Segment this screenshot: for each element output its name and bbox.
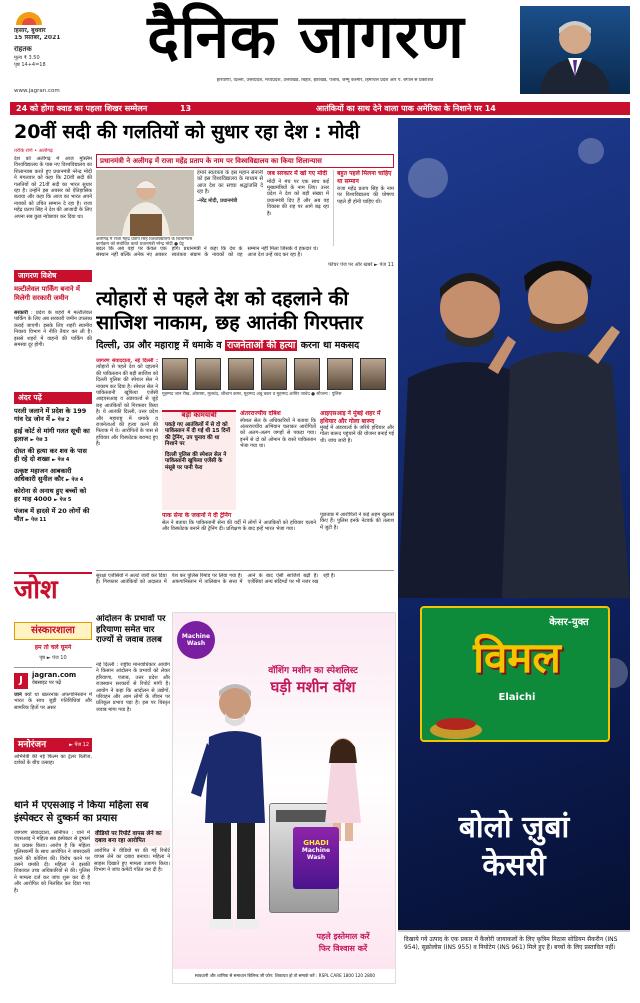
- jagran-com-tag: वेबसाइट पर पढ़ें: [32, 680, 62, 686]
- suspects-mugshots: [162, 358, 394, 406]
- actors-photo: [398, 228, 630, 598]
- lead-subhead-box: [96, 154, 394, 168]
- sun-logo-icon: [14, 8, 44, 26]
- modi-quote-author: -नरेंद्र मोदी, प्रधानमंत्री: [197, 197, 238, 204]
- ticker-bar: [10, 102, 630, 115]
- machine-wash-line2: घड़ी मशीन वॉश: [270, 678, 356, 696]
- inside-item-4-page: ► पेज 5: [54, 497, 72, 503]
- inside-item-0-text: परली जलाने में प्रदेश के 199 गांव रेड जोन में: [14, 407, 87, 423]
- vimal-disclaimer: [398, 930, 630, 994]
- divider-main-lower: [96, 570, 394, 571]
- main-dateline: जागरण संवाददाता, नई दिल्ली :: [96, 358, 158, 364]
- modi-photo: [96, 170, 194, 236]
- sanskarshala-logo[interactable]: [14, 622, 92, 640]
- page-count: पृष्ठ 14+4=18: [14, 62, 46, 68]
- machine-wash-line1: वॉशिंग मशीन का स्पेशलिस्ट: [268, 666, 358, 676]
- mugs-caption: मुहम्मद जान रीख, ओसामा, मूलचंद, जीशान कमर, मुहम्मद अबु बकर व मुहम्मद आमिर जावेद ● सौजन्य : पुलिस: [162, 392, 342, 397]
- inside-item-3[interactable]: [14, 467, 92, 484]
- ticker-right-page: 14: [484, 104, 496, 113]
- j-logo-icon: J: [14, 673, 28, 689]
- inside-item-3-page: ► पेज 4: [65, 477, 84, 483]
- ticker-left-text: 24 को होगा क्वाड का पहला शिखर सम्मेलन: [16, 104, 148, 113]
- suspect-photo-7: [360, 358, 386, 390]
- side-feature-text: राजा महेंद्र प्रताप सिंह के नाम पर विश्वविद्यालय की घोषणा पहले ही होनी चाहिए थी।: [337, 186, 394, 205]
- lead-headline[interactable]: 20वीं सदी की गलतियों को सुधार रहा देश : मोदी: [14, 121, 360, 143]
- manoranjan-page: ► पेज 12: [69, 742, 89, 748]
- side-feature-head: बहुत पहले मिलना चाहिए था सम्मान: [337, 170, 392, 185]
- main-headline-2[interactable]: साजिश नाकाम, छह आतंकी गिरफ्तार: [96, 311, 363, 334]
- machine-wash-foot1: पहले इस्तेमाल करें: [316, 932, 370, 941]
- inside-item-4[interactable]: [14, 487, 92, 504]
- ghadi-pack: [293, 827, 339, 889]
- pak-army-text: सेल ने बताया कि पाकिस्तानी सेना की वर्दी में लोगों ने आतंकियों को हथियार चलाने और विस्फोटक बनाने की ट्रेनिंग दी। प्रशिक्षण के बाद इन्हें भारत भेजा गया।: [162, 519, 316, 532]
- ticker-right-text: आतंकियों का साथ देने वाला पाक अमेरिका के निशाने पर: [316, 104, 482, 113]
- saffron-bowl-icon: [426, 708, 486, 740]
- inside-item-3-text: उत्कृष्ट महाजन आबकारी अधिकारी सुनील कौर: [14, 467, 72, 483]
- vimal-brand: विमल: [473, 633, 561, 682]
- date-line-2: 15 सितंबर, 2021: [14, 35, 61, 41]
- masthead: [0, 0, 640, 100]
- jagran-vishesh-label: जागरण विशेष: [14, 270, 92, 282]
- inside-item-4-text: कोरोना से अनाथ हुए बच्चों को हर माह 4000: [14, 487, 87, 503]
- ad-bubble-1: [408, 158, 448, 198]
- suspect-photo-2: [195, 358, 221, 390]
- main-headline-1[interactable]: त्योहारों से पहले देश को दहलाने की: [96, 287, 349, 310]
- website-url[interactable]: www.jagran.com: [14, 88, 60, 94]
- big-achievement-head: बड़ी कामयाबी: [181, 411, 217, 419]
- maharashtra-box: [320, 410, 394, 510]
- interstate-box: [240, 410, 316, 510]
- jagran-com-text: jagran.com: [32, 671, 77, 679]
- hum-chale-page: पृष्ठ ► पेज 10: [39, 655, 67, 661]
- inside-item-2-text: दोस्त की हत्या कर शव के पास ही रहे दो शख्स: [14, 447, 87, 463]
- lead-continuation: बदल कि अब वहां पर केवल एक संस्थान नहीं बल्कि अनेक नए अवसर होंगे। प्रधानमंत्री ने कहा कि देश के स्वतंत्रता संग्राम के नायकों को वह सम्मान नहीं मिला जिसके वे हकदार थे। आज देश उन्हें याद कर रहा है।: [96, 246, 319, 259]
- inside-item-2-page: ► पेज 4: [52, 457, 70, 463]
- modi-photo-caption: अलीगढ़ में राजा महेंद्र प्रताप सिंह विश्वविद्यालय के शिलान्यास कार्यक्रम को संबोधित करते प्रधानमंत्री नरेन्द्र मोदी ● प्रेट्र: [96, 237, 193, 248]
- pak-army-box: [162, 512, 316, 568]
- editions-line: हरियाणा, दिल्ली, उत्तरप्रदेश, मध्यप्रदेश, उत्तराखंड, बिहार, झारखंड, पंजाब, जम्मू कश्मीर, हिमाचल प्रदेश और प. बंगाल से प्रकाशित: [216, 78, 434, 83]
- newspaper-title: दैनिक जागरण: [147, 2, 465, 72]
- interstate-text: स्पेशल सेल के अधिकारियों ने बताया कि अंतरराज्यीय अभियान चलाकर आरोपितों को अलग-अलग जगहों से पकड़ा गया। इनमें से दो को ओमान के रास्ते पाकिस्तान भेजा गया था।: [240, 417, 316, 450]
- main-subhead-pre: दिल्ली, उप्र और महाराष्ट्र में धमाके व: [96, 340, 222, 351]
- machine-wash-badge-text: Machine Wash: [181, 633, 211, 647]
- city-name: रोहतक: [14, 46, 32, 53]
- left-net-head: जाने: [14, 692, 22, 698]
- jagran-vishesh-badge: [14, 270, 92, 282]
- josh-logo[interactable]: [14, 572, 92, 606]
- inside-item-5-text: पंजाब में हादसे में 20 लोगों की मौत: [14, 507, 90, 523]
- inside-item-0-page: ► पेज 2: [52, 417, 70, 423]
- ghadi-pack-brand: GHADI: [303, 839, 329, 847]
- big-bullet-1: दिल्ली पुलिस की स्पेशल सेल ने पाकिस्तानी खुफिया एजेंसी के मंसूबे पर पानी फेरा: [165, 451, 227, 472]
- maharashtra-text: मुंबई में अंडरवर्ल्ड के जरिये हथियार और गोला बारूद पहुंचाने की योजना बनाई गई थी। जांच जारी है।: [320, 425, 394, 444]
- ad-bubble-2: [578, 138, 604, 164]
- main-column-1: जागरण संवाददाता, नई दिल्ली : त्योहारों से पहले देश को दहलाने की पाकिस्तान की बड़ी साजिश को दिल्ली पुलिस की स्पेशल सेल ने नाकाम कर दिया है। स्पेशल सेल ने पाकिस्तानी खुफिया एजेंसी आइएसआइ व अंडरवर्ल्ड से जुड़े छह आतंकियों को गिरफ्तार किया है। ये आतंकी दिल्ली, उत्तर प्रदेश और महाराष्ट्र में धमाके व राजनेताओं की हत्या करने की फिराक में थे। आरोपितों के पास से हथियार और विस्फोटक बरामद हुए हैं।: [96, 358, 158, 448]
- inside-item-5[interactable]: [14, 507, 92, 524]
- modi-quote: [197, 170, 263, 242]
- inside-item-1-page: ► पेज 3: [30, 437, 48, 443]
- inside-section: [14, 392, 92, 567]
- crime-note-box: [94, 830, 170, 995]
- ticker-right[interactable]: [310, 103, 630, 115]
- big-bullet-0: पकड़े गए आतंकियों में से दो को पाकिस्तान में दी गई थी 15 दिनों की ट्रेनिंग, उप चुनाव की था निशाने पर: [165, 421, 230, 448]
- crime-note-head: वीडियो पर रिपोर्ट वापस लेने का दबाव बना रहा आरोपित: [94, 830, 170, 846]
- sidebar-box: [267, 170, 329, 246]
- hum-chale-head[interactable]: हम तो चले घूमने: [34, 644, 72, 651]
- crime-note-text: आरोपित ने वीडियो पर की गई रिपोर्ट वापस लेने का दबाव बनाया। महिला ने साहस दिखाते हुए मामला उजागर किया। विभाग ने जांच कमेटी गठित कर दी है।: [94, 848, 170, 874]
- ticker-left[interactable]: [10, 103, 310, 115]
- inside-item-1[interactable]: [14, 427, 92, 444]
- machine-wash-foot2: फिर विश्वास करें: [318, 944, 368, 953]
- vimal-disclaimer-text: दिखाये गये उत्पाद के एक प्रकार में कैलोरी जायाकलों के लिए कृत्रिम मिठास सोडियम सैकरीन (INS 954), सुक्रोलोस (INS 955) व नियोटेम (INS 961) मिले हुए हैं। बच्चों के लिए प्रस्तावित नहीं।: [404, 936, 618, 951]
- inside-item-2[interactable]: [14, 447, 92, 464]
- inside-head: अंदर पढ़ें: [14, 392, 92, 404]
- vimal-ad[interactable]: [398, 118, 630, 994]
- modi-quote-text: हमारे स्वतंत्रता के इस महान सेनानी को इस विश्वविद्यालय के माध्यम से आज देश का सच्चा श्रद्धांजलि दे रहा है।: [197, 170, 263, 196]
- vimal-pack: [420, 606, 610, 742]
- lead-byline: तरीके राणे • अलीगढ़: [14, 148, 53, 154]
- vimal-slogan-1: बोलो ज़ुबां: [458, 810, 570, 845]
- manoranjan-text: मनोरंजन: [18, 740, 47, 750]
- lower-columns: सुरक्षा एजेंसियों ने अलर्ट जारी कर दिया है। गिरफ्तार आतंकियों को अदालत में पेश कर पुलिस रिमांड पर लिया गया है। अफगानिस्तान में तालिबान के सत्ता में आने के बाद ऐसी साजिशें बढ़ी हैं। एजेंसियां अन्य संदिग्धों पर भी नजर रख रही हैं।: [96, 573, 336, 586]
- sanskarshala-text: संस्कारशाला: [31, 625, 75, 636]
- main-subhead: [96, 338, 396, 354]
- suspect-photo-6: [327, 358, 353, 390]
- crime-column-1: जागरण संवाददाता, सोनीपत : थाने में एएसआइ ने महिला सब इंस्पेक्टर से दुष्कर्म का प्रयास किया। आरोप है कि महिला पुलिसकर्मी के साथ आरोपित ने जबरदस्ती करने की कोशिश की। विरोध करने पर उसने धमकी दी। महिला ने इसकी शिकायत उच्च अधिकारियों से की। पुलिस ने मामला दर्ज कर जांच शुरू कर दी है और आरोपित को निलंबित कर दिया गया है।: [14, 830, 90, 894]
- lead-subhead: प्रधानमंत्री ने अलीगढ़ में राजा महेंद्र प्रताप के नाम पर विश्वविद्यालय का किया शिलान्यास: [100, 157, 322, 165]
- lead-page-ref[interactable]: फीचर पेज पर और खबरें ► पेज 11: [328, 262, 394, 268]
- interstate-head: अंतरराज्यीय दबिश: [240, 410, 281, 417]
- inside-item-1-text: हाई कोर्ट से मांगी गलत सूची का इलाज: [14, 427, 90, 443]
- ticker-left-page: 13: [179, 104, 192, 113]
- manoranjan-story: अभिनेत्री की नई फिल्म का ट्रेलर रिलीज, दर्शकों के बीच उत्साह।: [14, 754, 92, 767]
- sidebar-box-head: जब सरकार में खो गए मोदी: [267, 170, 328, 177]
- side-feature: [333, 170, 394, 246]
- jagran-com-box[interactable]: [14, 667, 92, 689]
- suspect-photo-1: [162, 358, 188, 390]
- machine-wash-ad[interactable]: [172, 612, 396, 984]
- josh-logo-text: जोश: [14, 575, 58, 605]
- vimal-sub: Elaichi: [498, 692, 536, 703]
- main-subhead-post: करना था मकसद: [300, 340, 360, 351]
- sidebar-box-text: मोदी ने मंच पर एक साथ कई मुख्यमंत्रियों के नाम लिए। उत्तर प्रदेश ने देश को बड़ी संख्या में प्रधानमंत्री दिए हैं और अब वह विकास की राह पर आगे बढ़ रहा है।: [267, 178, 329, 217]
- andolan-text: नई दिल्ली : राष्ट्रीय मानवाधिकार आयोग ने किसान आंदोलन के प्रभावों को लेकर हरियाणा, पंजाब, उत्तर प्रदेश और राजस्थान सरकारों से रिपोर्ट मांगी है। आयोग ने कहा कि आंदोलन से उद्योगों, परिवहन और आम लोगों के जीवन पर प्रतिकूल प्रभाव पड़ा है। इस पर विस्तृत जवाब मांगा गया है।: [96, 662, 170, 713]
- left-story-1-head[interactable]: मल्टीलेवल पार्किंग बनाने में मिलेगी सरकारी जमीन: [14, 285, 80, 302]
- date-line-1: हिसार, बुधवार: [14, 28, 46, 34]
- machine-wash-badge: [177, 621, 215, 659]
- pak-army-head: पाक सेना के जवानों ने दी ट्रेनिंग: [162, 512, 232, 519]
- main-column-last: पूछताछ में आरोपितों ने कई अहम खुलासे किए हैं। पुलिस इनके नेटवर्क की तलाश में जुटी है।: [320, 512, 394, 531]
- main-subhead-highlight: राजनेताओं की हत्या: [227, 340, 296, 351]
- inside-item-5-page: ► पेज 11: [25, 517, 47, 523]
- inside-item-0[interactable]: [14, 407, 92, 424]
- maharashtra-head: आइएसआइ ने मुंबई शहर में हथियार और गोला बारूद: [320, 410, 381, 425]
- andolan-headline[interactable]: आंदोलन के प्रभावों पर हरियाणा समेत चार राज्यों से जवाब तलब: [96, 614, 166, 645]
- machine-wash-strip: सावधानी और शाणिक से समाधान बिलिन्ड जी फोन: शिकायत हो तो सम्पर्क करें : RSPL CARE 1800 120 2800: [173, 969, 396, 983]
- left-net-story: जाने क्यों था खतरनाक अफगानिस्तान में भारत के साथ जुड़ी गतिविधियां और सामरिक हितों पर असर: [14, 692, 92, 711]
- lead-column-1: देश को अलीगढ़ में आज मुस्लिम विश्वविद्यालय के पास नए विश्वविद्यालय का शिलान्यास करते हुए प्रधानमंत्री नरेन्द्र मोदी ने मंगलवार को कहा कि 20वीं सदी की गलतियों को 21वीं सदी का भारत सुधार रहा है। उन्होंने इस अवसर को ऐतिहासिक बताया और कहा कि आज का भारत अपने नायकों को उचित सम्मान दे रहा है। राजा महेंद्र प्रताप सिंह ने देश की आजादी के लिए अपना सब कुछ न्योछावर कर दिया था।: [14, 156, 92, 220]
- price: मूल्य ₹ 3.50: [14, 55, 40, 61]
- left-story-1-text: सरकारी : प्रदेश के शहरों में मल्टीलेवल पार्किंग के लिए अब सरकारी जमीन उपलब्ध कराई जाएगी। इसके लिए शहरी स्थानीय निकाय विभाग ने नीति तैयार कर ली है। इससे शहरों में वाहनों की पार्किंग की समस्या दूर होगी।: [14, 310, 92, 349]
- crime-headline[interactable]: थाने में एएसआइ ने किया महिला सब इंस्पेक्टर से दुष्कर्म का प्रयास: [14, 800, 149, 824]
- ghadi-pack-name: Machine Wash: [301, 847, 331, 861]
- manoranjan-box[interactable]: [14, 738, 92, 752]
- suspect-photo-5: [294, 358, 320, 390]
- vimal-slogan-2: केसरी: [482, 848, 546, 883]
- vimal-tag: केसर-युक्त: [549, 617, 589, 628]
- suspect-photo-3: [228, 358, 254, 390]
- amitabh-figure: [187, 673, 277, 933]
- left-story-1-dateline: सरकारी: [14, 310, 28, 316]
- suspect-photo-4: [261, 358, 287, 390]
- big-achievement-box: [162, 410, 236, 510]
- blinken-photo: [520, 6, 630, 94]
